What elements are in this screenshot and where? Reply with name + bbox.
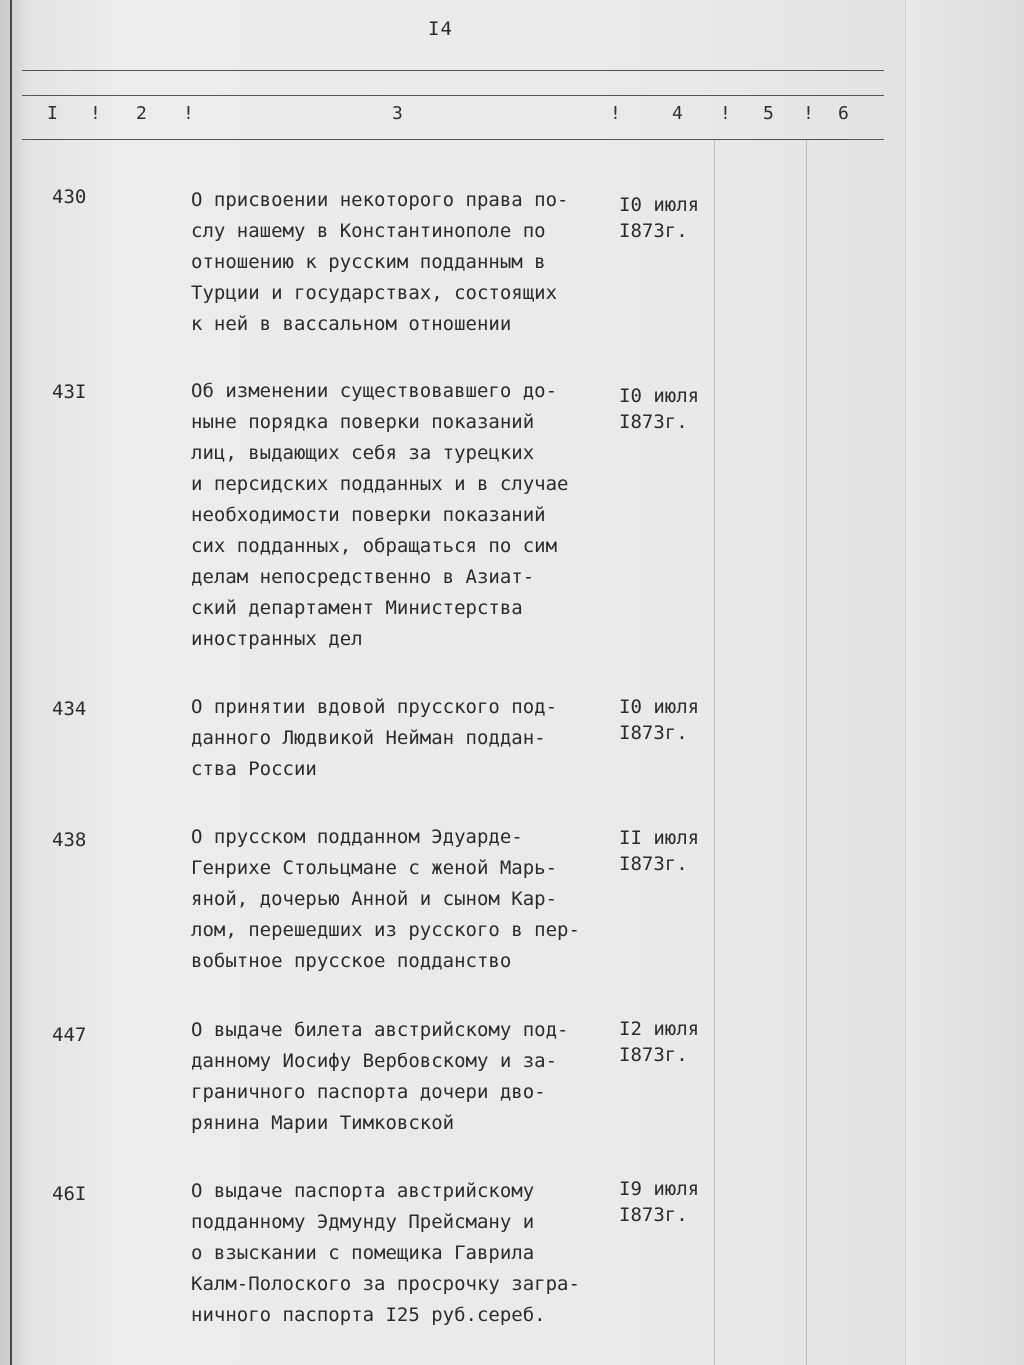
entry-text: О выдаче билета австрийскому под- данному Иосифу Вербовскому и за- граничного паспорта дочери дво- рянина Марии Тимковской [191, 1019, 569, 1134]
entry-text: О выдаче паспорта австрийскому подданному Эдмунду Прейсману и о взыскании с помещика Гаврила Калм-Полоского за просрочку загра- ничного паспорта I25 руб.сереб. [191, 1180, 580, 1326]
entry-number: 46I [52, 1183, 87, 1205]
page-number: I4 [428, 18, 453, 40]
entry-text: О прусском подданном Эдуарде- Генрихе Стольцмане с женой Марь- яной, дочерью Анной и сыном Кар- лом, перешедших из русского в пер- вобытное прусское подданство [191, 826, 580, 972]
entry-date: I0 июля I873г. [619, 385, 700, 433]
top-rule [22, 70, 884, 71]
entry-text: О принятии вдовой прусского под- данного Людвикой Нейман поддан- ства России [191, 696, 558, 780]
entry-date: I0 июля I873г. [619, 696, 700, 744]
entry-date: I9 июля I873г. [619, 1178, 700, 1226]
header-separator: ! [720, 103, 731, 124]
header-separator: ! [610, 103, 621, 124]
entry-number: 434 [52, 698, 87, 720]
header-bottom-rule [22, 139, 884, 140]
header-separator: ! [803, 103, 814, 124]
header-col-6: 6 [838, 103, 849, 124]
entry-number: 438 [52, 829, 87, 851]
header-col-3: 3 [392, 103, 403, 124]
entry-number: 43I [52, 381, 87, 403]
header-col-5: 5 [763, 103, 774, 124]
header-col-1: I [47, 103, 58, 124]
header-col-4: 4 [672, 103, 683, 124]
column-divider [806, 140, 807, 1365]
entry-date: I0 июля I873г. [619, 194, 700, 242]
entry-text: О присвоении некоторого права по- слу нашему в Константинополе по отношению к русским подданным в Турции и государствах, состоящих к ней в вассальном отношении [191, 189, 569, 335]
column-divider [714, 140, 715, 1365]
entry-number: 430 [52, 186, 87, 208]
next-page-edge [905, 0, 1024, 1365]
header-col-2: 2 [136, 103, 147, 124]
header-top-rule [22, 95, 884, 96]
header-separator: ! [90, 103, 101, 124]
entry-date: II июля I873г. [619, 827, 700, 875]
entry-date: I2 июля I873г. [619, 1018, 700, 1066]
entry-number: 447 [52, 1024, 87, 1046]
header-separator: ! [183, 103, 194, 124]
binding-line [10, 0, 12, 1365]
entry-text: Об изменении существовавшего до- ныне порядка поверки показаний лиц, выдающих себя за турецких и персидских подданных и в случае необходимости поверки показаний сих подданных, обращаться по сим делам непосредственно в Азиат- ский департамент Министерства иностранных дел [191, 380, 569, 650]
